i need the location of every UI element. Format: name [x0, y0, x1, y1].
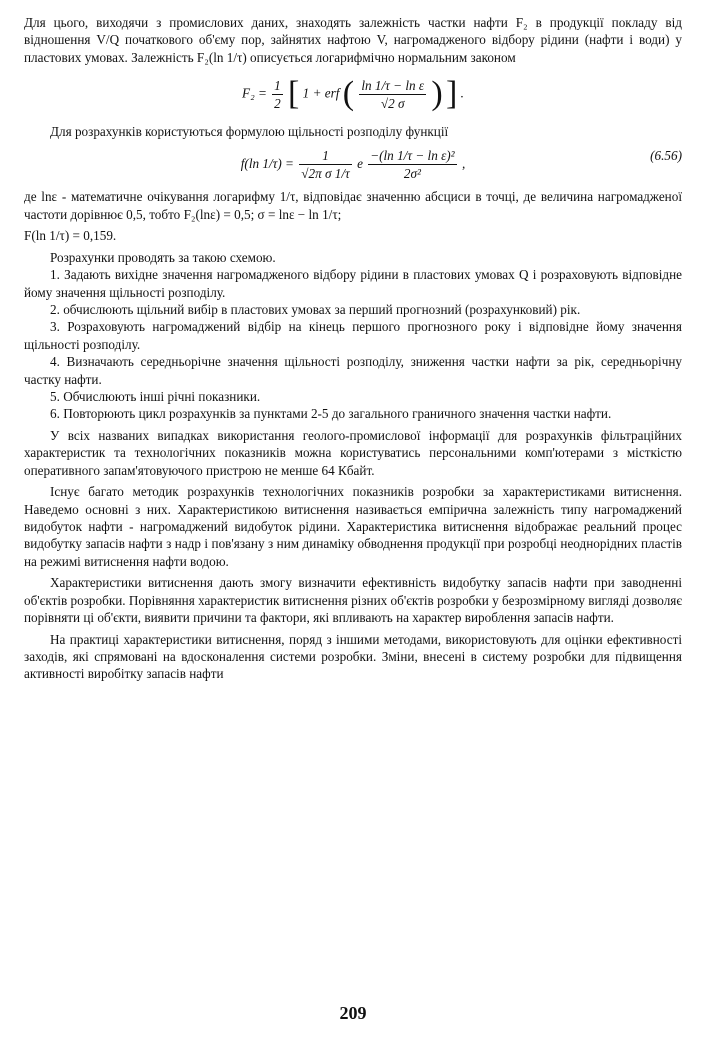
density-intro: Для розрахунків користуються формулою щільності розподілу функції [50, 124, 449, 140]
formula-f2 [24, 72, 682, 117]
erf-fraction [359, 77, 426, 113]
where-paragraph: де lnε - математичне очікування логарифму 1/τ, відповідає значенню абсциси в точці, де величина нагромадженої частоти дорівнює 0,5, тобто F₂(lnε) = 0,5; σ = lnε − ln 1/τ; [24, 189, 682, 222]
right-bracket: ] [446, 75, 458, 113]
erf-term: 1 + erf [302, 85, 340, 101]
formula-f2-end: . [460, 85, 464, 101]
paragraph-efficiency: Характеристики витиснення дають змогу визначити ефективність видобутку запасів нафти при заводненні об'єктів розробки. Порівняння характеристик витиснення різних об'єктів розробки у безрозмірному вигляді дозволяє порівняти ці об'єкти, виявити причини та фактори, які впливають на характер вироблення запасів нафти. [24, 575, 682, 626]
step-1: 1. Задають вихідне значення нагромадженого відбору рідини в пластових умовах Q і розраховують відповідне йому значення щільності розподілу. [24, 267, 682, 300]
exponent-fraction [368, 147, 456, 183]
step-3: 3. Розраховують нагромаджений відбір на кінець першого прогнозного року і відповідне йому значення щільності розподілу. [24, 319, 682, 352]
step-6: 6. Повторюють цикл розрахунків за пунктами 2-5 до загального граничного значення частки нафти. [50, 406, 612, 422]
formula-density [24, 147, 682, 183]
left-bracket: [ [288, 75, 300, 113]
intro-paragraph: Для цього, виходячи з промислових даних, знаходять залежність частки нафти F₂ в продукції покладу від відношення V/Q початкового об'єму пор, зайнятих нафтою V, нагромадженого відбору рідини (нафти і води) у пластових умовах. Залежність F₂(ln 1/τ) описується логарифмічно нормальним законом [24, 15, 682, 65]
exp-den: 2σ² [403, 165, 421, 181]
density-coef-fraction [299, 147, 352, 183]
paragraph-practice: На практиці характеристики витиснення, поряд з іншими методами, використовують для оцінки ефективності заходів, які спрямовані на вдосконалення системи розробки. Зміни, внесені в систему розробки для підвищення активності виробітку запасів нафти [24, 631, 682, 682]
formula-density-lhs: f(ln 1/τ) = [240, 155, 294, 171]
formula-density-end: , [461, 155, 466, 171]
coef-num: 1 [299, 147, 352, 165]
exp-base: e [357, 155, 363, 171]
step-2: 2. обчислюють щільний вибір в пластових умовах за перший прогнозний (розрахунковий) рік. [50, 301, 581, 317]
paragraph-methods: Існує багато методик розрахунків технологічних показників розробки за характеристиками витиснення. Наведемо основні з них. Характеристикою витиснення називається емпірична залежність типу нагромаджений видобуток нафти - нагромаджений видобуток рідини. Характеристика витиснення відображає реальний процес видобутку запасів нафти з надр і пов'язану з ним динаміку обводнення продукції при розробці неоднорідних пластів на режимі витиснення нафти водою. [24, 484, 682, 569]
scheme-intro: Розрахунки проводять за такою схемою. [50, 249, 276, 265]
paragraph-computers: У всіх названих випадках використання геолого-промислової інформації для розрахунків фільтраційних характеристик та технологічних показників можна користуватись персональними комп'ютерами з місткістю оперативного запам'ятовуючого пристрою не менше 64 Кбайт. [24, 427, 682, 478]
equation-number: (6.56) [650, 147, 682, 163]
page-number: 209 [339, 1003, 367, 1024]
step-5: 5. Обчислюють інші річні показники. [50, 389, 261, 405]
erf-num: ln 1/τ − ln ε [359, 77, 426, 95]
half-fraction [272, 77, 283, 113]
half-num: 1 [272, 77, 283, 95]
erf-den: √2 σ [380, 96, 405, 112]
half-den: 2 [274, 96, 281, 112]
right-paren: ) [431, 75, 443, 113]
formula-f2-lhs: F₂ = [242, 85, 267, 101]
coef-den: √2π σ 1/τ [301, 165, 350, 181]
f-value: F(ln 1/τ) = 0,159. [24, 228, 117, 244]
exp-num: −(ln 1/τ − ln ε)² [368, 147, 456, 165]
left-paren: ( [342, 75, 355, 113]
step-4: 4. Визначають середньорічне значення щільності розподілу, зниження частки нафти за рік, середньорічну частку нафти. [24, 354, 682, 387]
